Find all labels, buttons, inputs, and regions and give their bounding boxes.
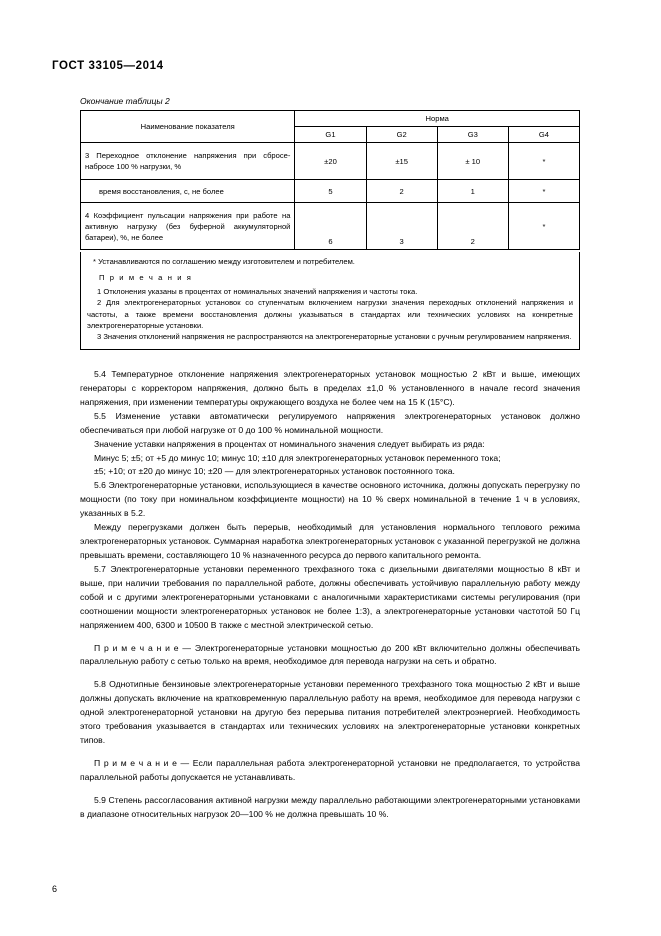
- note-parallel-operation-1: П р и м е ч а н и е — Электрогенераторные установки мощностью до 200 кВт включительно должны обеспечивать параллельную работу с сетью только на время, необходимое для перевода нагрузки на сеть и обратно.: [80, 642, 580, 667]
- paragraph-overload-interval: Между перегрузками должен быть перерыв, необходимый для установления нормального теплового режима электрогенераторных установок. Суммарная наработка электрогенераторных установок с указанной перегрузкой не должна превышать времени, составляющего 10 % назначенного ресурса до первого капитального ремонта.: [80, 522, 580, 560]
- row-label-3: 3 Переходное отклонение напряжения при сбросе-набросе 100 % нагрузки, %: [81, 143, 295, 180]
- row-recovery-g3: 1: [437, 180, 508, 203]
- paragraph-setpoint-ac: Минус 5; ±5; от +5 до минус 10; минус 10; ±10 для электрогенераторных установок переменного тока;: [94, 452, 501, 463]
- table-caption: Окончание таблицы 2: [80, 96, 170, 106]
- table-note-1: 1 Отклонения указаны в процентах от номинальных значений напряжения и частоты тока.: [97, 286, 418, 296]
- row-label-4: 4 Коэффициент пульсации напряжения при работе на активную нагрузку (без буферной аккумуляторной батареи), %, не более: [81, 203, 295, 250]
- table-row: [81, 180, 580, 203]
- table-footnote: * Устанавливаются по соглашению между изготовителем и потребителем.: [93, 257, 355, 266]
- row-4-g4: *: [508, 203, 579, 250]
- paragraph-5-5: 5.5 Изменение уставки автоматически регулируемого напряжения электрогенераторных установок должно обеспечиваться при любой нагрузке от 0 до 100 % номинальной мощности.: [80, 410, 580, 435]
- table-col-g1: G1: [295, 127, 366, 143]
- row-recovery-g1: 5: [295, 180, 366, 203]
- table-col-g2: G2: [366, 127, 437, 143]
- row-label-recovery-time: время восстановления, с, не более: [81, 180, 295, 203]
- row-4-g1: 6: [295, 203, 366, 250]
- paragraph-5-4: 5.4 Температурное отклонение напряжения электрогенераторных установок мощностью 2 кВт и выше, имеющих генераторы с корректором напряжения, должно быть в пределах ±1,0 % установленного в начале record значения напряжения, при изменении температуры окружающего воздуха не более чем на 15 К (15°С).: [80, 369, 580, 407]
- row-3-g1: ±20: [295, 143, 366, 180]
- table-note-2: 2 Для электрогенераторных установок со ступенчатым включением нагрузки значения переходных отклонений напряжения и частоты, а также времени восстановления должны указываться в стандартах или технических условиях на конкретные электрогенераторные установки.: [87, 298, 573, 330]
- row-3-g2: ±15: [366, 143, 437, 180]
- paragraph-5-6: 5.6 Электрогенераторные установки, использующиеся в качестве основного источника, должны допускать перегрузку по мощности (по току при номинальном коэффициенте мощности) на 10 % сверх номинальной в течение 1 ч в условиях, указанных в 5.2.: [80, 480, 580, 519]
- norms-table: [80, 110, 580, 250]
- paragraph-setpoint-dc: ±5; +10; от ±20 до минус 10; ±20 — для электрогенераторных установок постоянного тока.: [94, 466, 455, 477]
- paragraph-setpoint-intro: Значение уставки напряжения в процентах от номинального значения следует выбирать из ряда:: [94, 438, 485, 449]
- table-col-g4: G4: [508, 127, 579, 143]
- standard-header: ГОСТ 33105—2014: [52, 60, 164, 72]
- table-note-3: 3 Значения отклонений напряжения не распространяются на электрогенераторные установки с ручным регулированием напряжения.: [97, 332, 572, 342]
- table-header-row: [81, 111, 580, 127]
- paragraph-5-7: 5.7 Электрогенераторные установки переменного трехфазного тока с дизельными двигателями мощностью 8 кВт и выше, при наличии требования по параллельной работе, должны обеспечивать устойчивую параллельную работу между собой и с другими электрогенераторными установками с аналогичными характеристиками системы регулирования (при соотношении мощности электрогенераторных установок не более 1:3), а электрогенераторные установки частотой 50 Гц напряжением 400, 6300 и 10500 В также с местной электрической сетью.: [80, 563, 580, 630]
- row-3-g4: *: [508, 143, 579, 180]
- row-recovery-g4: *: [508, 180, 579, 203]
- paragraph-5-9: 5.9 Степень рассогласования активной нагрузки между параллельно работающими электрогенераторными установками в диапазоне относительных нагрузок 20—100 % не должна превышать 10 %.: [80, 794, 580, 819]
- notes-title: П р и м е ч а н и я: [99, 273, 193, 283]
- table-notes-block: [80, 252, 580, 350]
- row-recovery-g2: 2: [366, 180, 437, 203]
- note-parallel-operation-2: П р и м е ч а н и е — Если параллельная работа электрогенераторной установки не предполагается, то устройства параллельной работы допускается не устанавливать.: [80, 757, 580, 782]
- table-header-name: Наименование показателя: [81, 111, 295, 143]
- table-row: [81, 143, 580, 180]
- row-3-g3: ± 10: [437, 143, 508, 180]
- table-row: [81, 203, 580, 250]
- row-4-g2: 3: [366, 203, 437, 250]
- table-col-g3: G3: [437, 127, 508, 143]
- row-4-g3: 2: [437, 203, 508, 250]
- paragraph-5-8: 5.8 Однотипные бензиновые электрогенераторные установки переменного трехфазного тока мощностью 2 кВт и выше должны допускать включение на кратковременную параллельную работу на время, необходимое для перевода нагрузки с одной электрогенераторной установки на другую без перерыва питания потребителей электроэнергией. Необходимость этого требования указывается в стандартах или технических условиях на электрогенераторные установки конкретных типов.: [80, 679, 580, 746]
- body-content: [80, 368, 580, 822]
- page-number: 6: [52, 884, 58, 894]
- table-header-norm: Норма: [295, 111, 580, 127]
